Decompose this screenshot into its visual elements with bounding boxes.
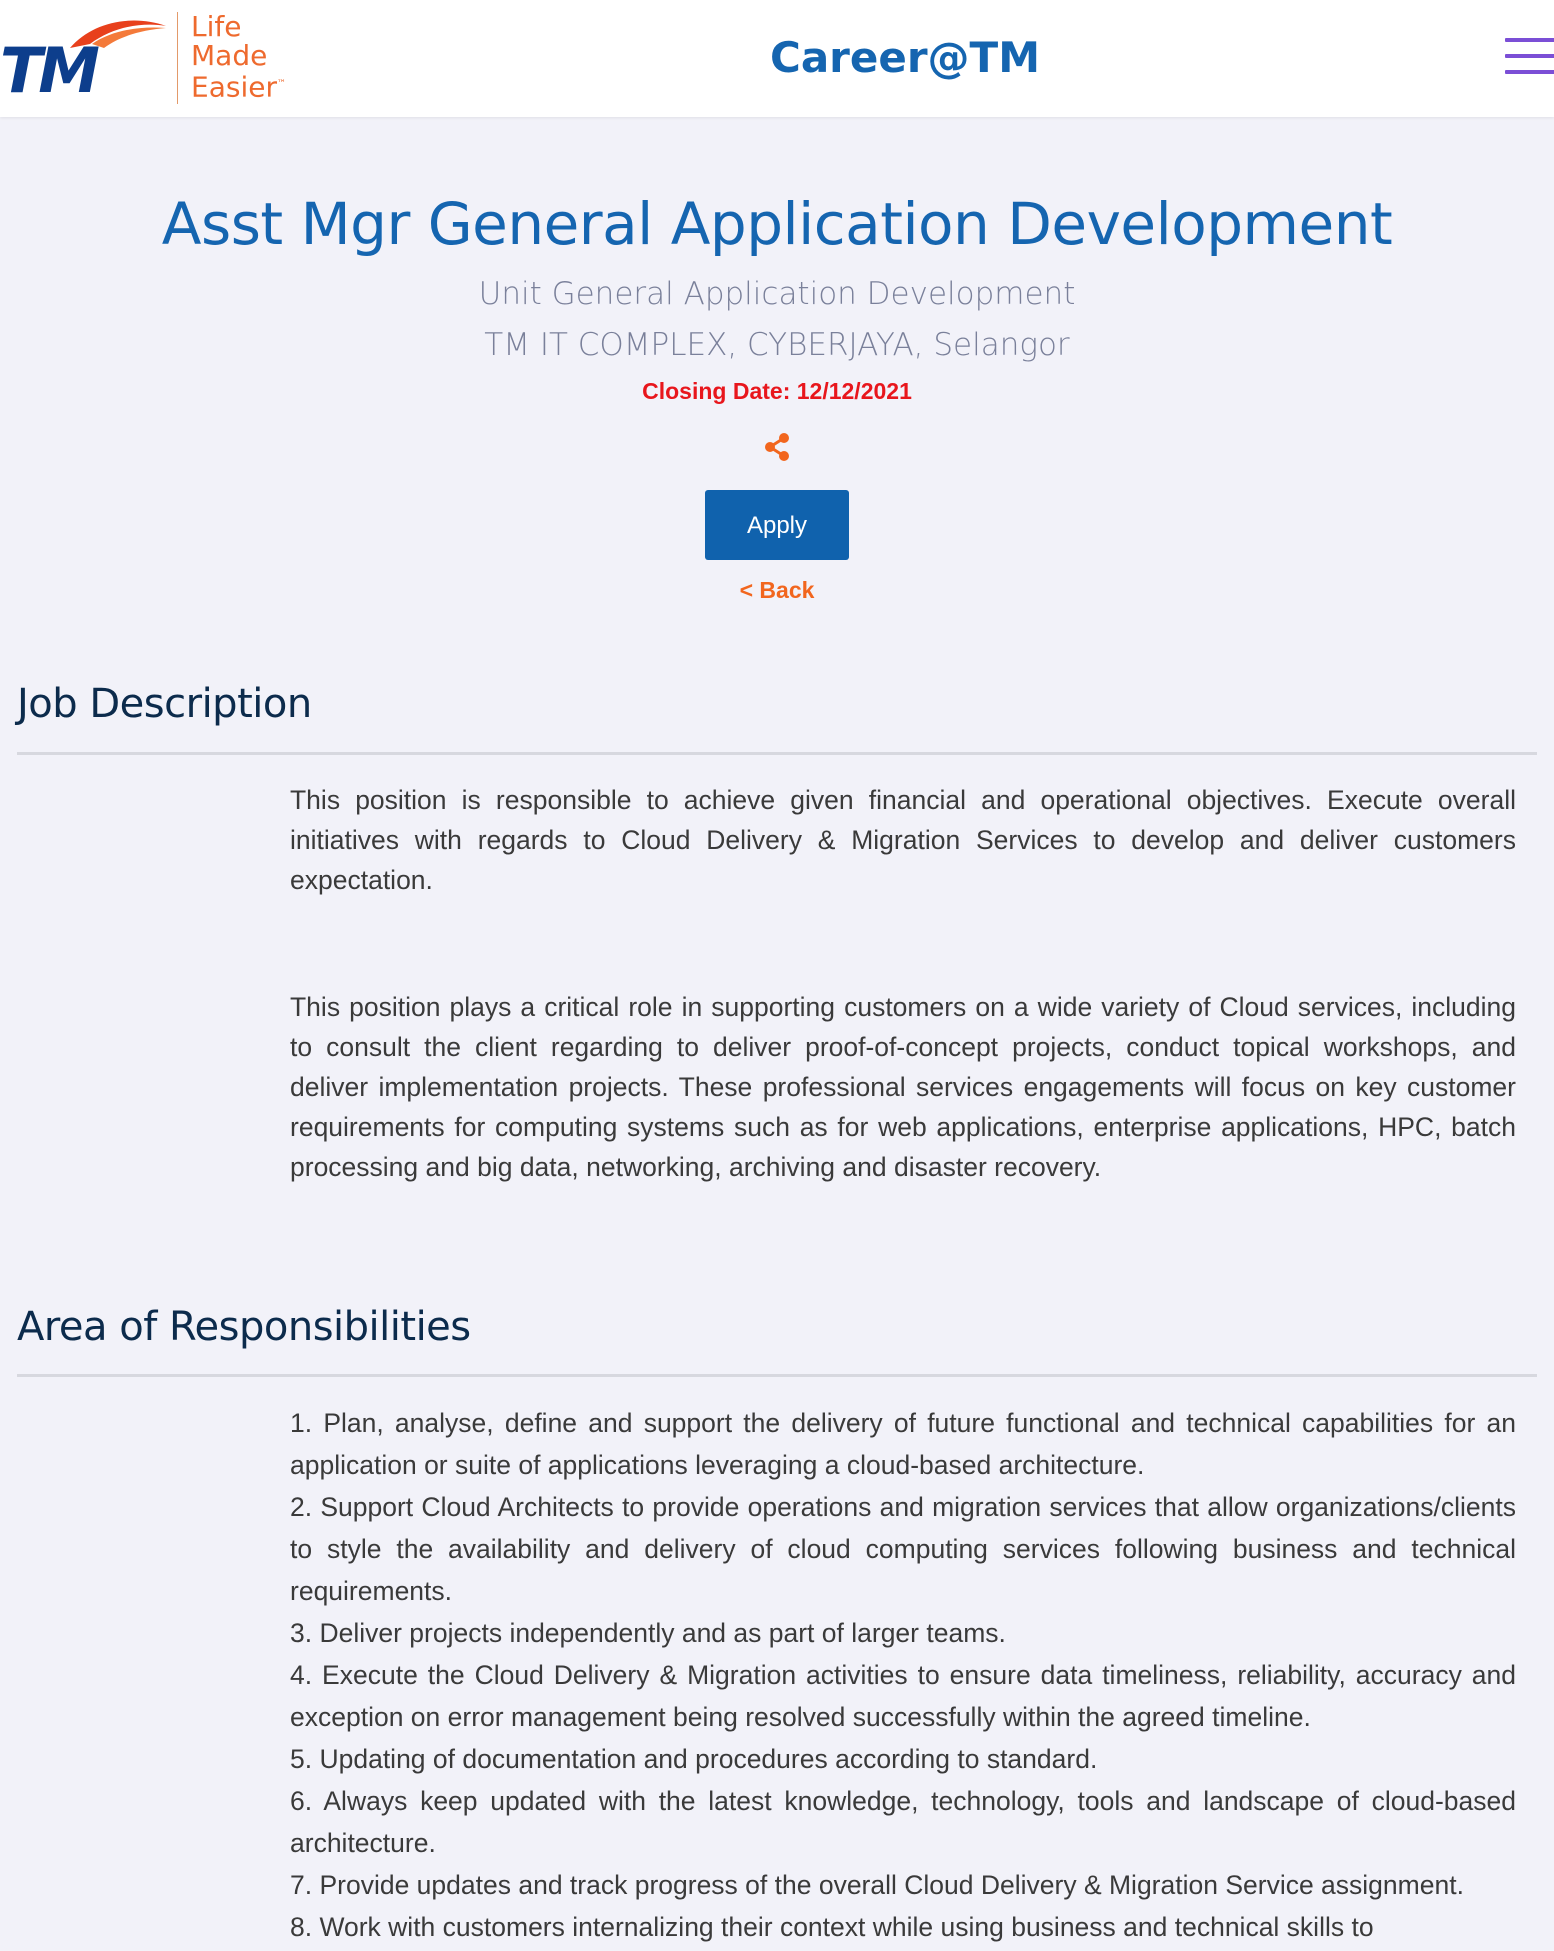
tagline-line-2: Made [191,39,268,72]
responsibility-item: 5. Updating of documentation and procedures according to standard. [290,1744,1098,1774]
top-header [0,0,1554,117]
brand-title [0,30,1554,86]
responsibility-item: 6. Always keep updated with the latest knowledge, technology, tools and landscape of cloud-based architecture. [290,1786,1516,1858]
responsibilities-list [290,1402,1516,1948]
tagline-line-3-text: Easier [191,70,277,104]
section-divider [17,1374,1537,1377]
job-location: TM IT COMPLEX, CYBERJAYA, Selangor [484,327,1070,363]
apply-button[interactable]: Apply [705,490,849,560]
closing-date: Closing Date: 12/12/2021 [642,378,912,404]
job-description-heading: Job Description [17,681,312,727]
section-divider [17,752,1537,755]
responsibility-item: 8. Work with customers internalizing their context while using business and technical skills to [290,1912,1374,1942]
tm-logo-text: TM [0,34,96,107]
job-title: Asst Mgr General Application Development [161,190,1393,258]
tagline-line-1: Life [191,10,242,43]
responsibility-item: 7. Provide updates and track progress of the overall Cloud Delivery & Migration Service assignment. [290,1870,1464,1900]
responsibility-item: 4. Execute the Cloud Delivery & Migration activities to ensure data timeliness, reliability, accuracy and exception on error management being resolved successfully within the agreed timeline. [290,1660,1516,1732]
brand-title-text: Career@TM [770,33,1041,82]
responsibilities-heading: Area of Responsibilities [17,1304,471,1350]
job-description-paragraph-2: This position plays a critical role in supporting customers on a wide variety of Cloud services, including to consult the client regarding to deliver proof-of-concept projects, conduct topical workshops, and deliver implementation projects. These professional services engagements will focus on key customer requirements for computing systems such as for web applications, enterprise applications, HPC, batch processing and big data, networking, archiving and disaster recovery. [290,992,1516,1182]
job-unit: Unit General Application Development [478,276,1076,312]
responsibility-item: 2. Support Cloud Architects to provide operations and migration services that allow organizations/clients to style the availability and delivery of cloud computing services following business and technical requirements. [290,1492,1516,1606]
back-link[interactable]: < Back [739,577,815,603]
job-description-paragraph-1: This position is responsible to achieve given financial and operational objectives. Execute overall initiatives with regards to Cloud Delivery & Migration Services to develop and deliver customers expectation. [290,785,1516,895]
responsibility-item: 3. Deliver projects independently and as part of larger teams. [290,1618,1006,1648]
share-icon[interactable] [763,432,791,462]
responsibility-item: 1. Plan, analyse, define and support the delivery of future functional and technical capabilities for an application or suite of applications leveraging a cloud-based architecture. [290,1408,1516,1480]
hamburger-menu-icon[interactable] [1505,38,1554,76]
trademark-mark: ™ [276,79,286,89]
